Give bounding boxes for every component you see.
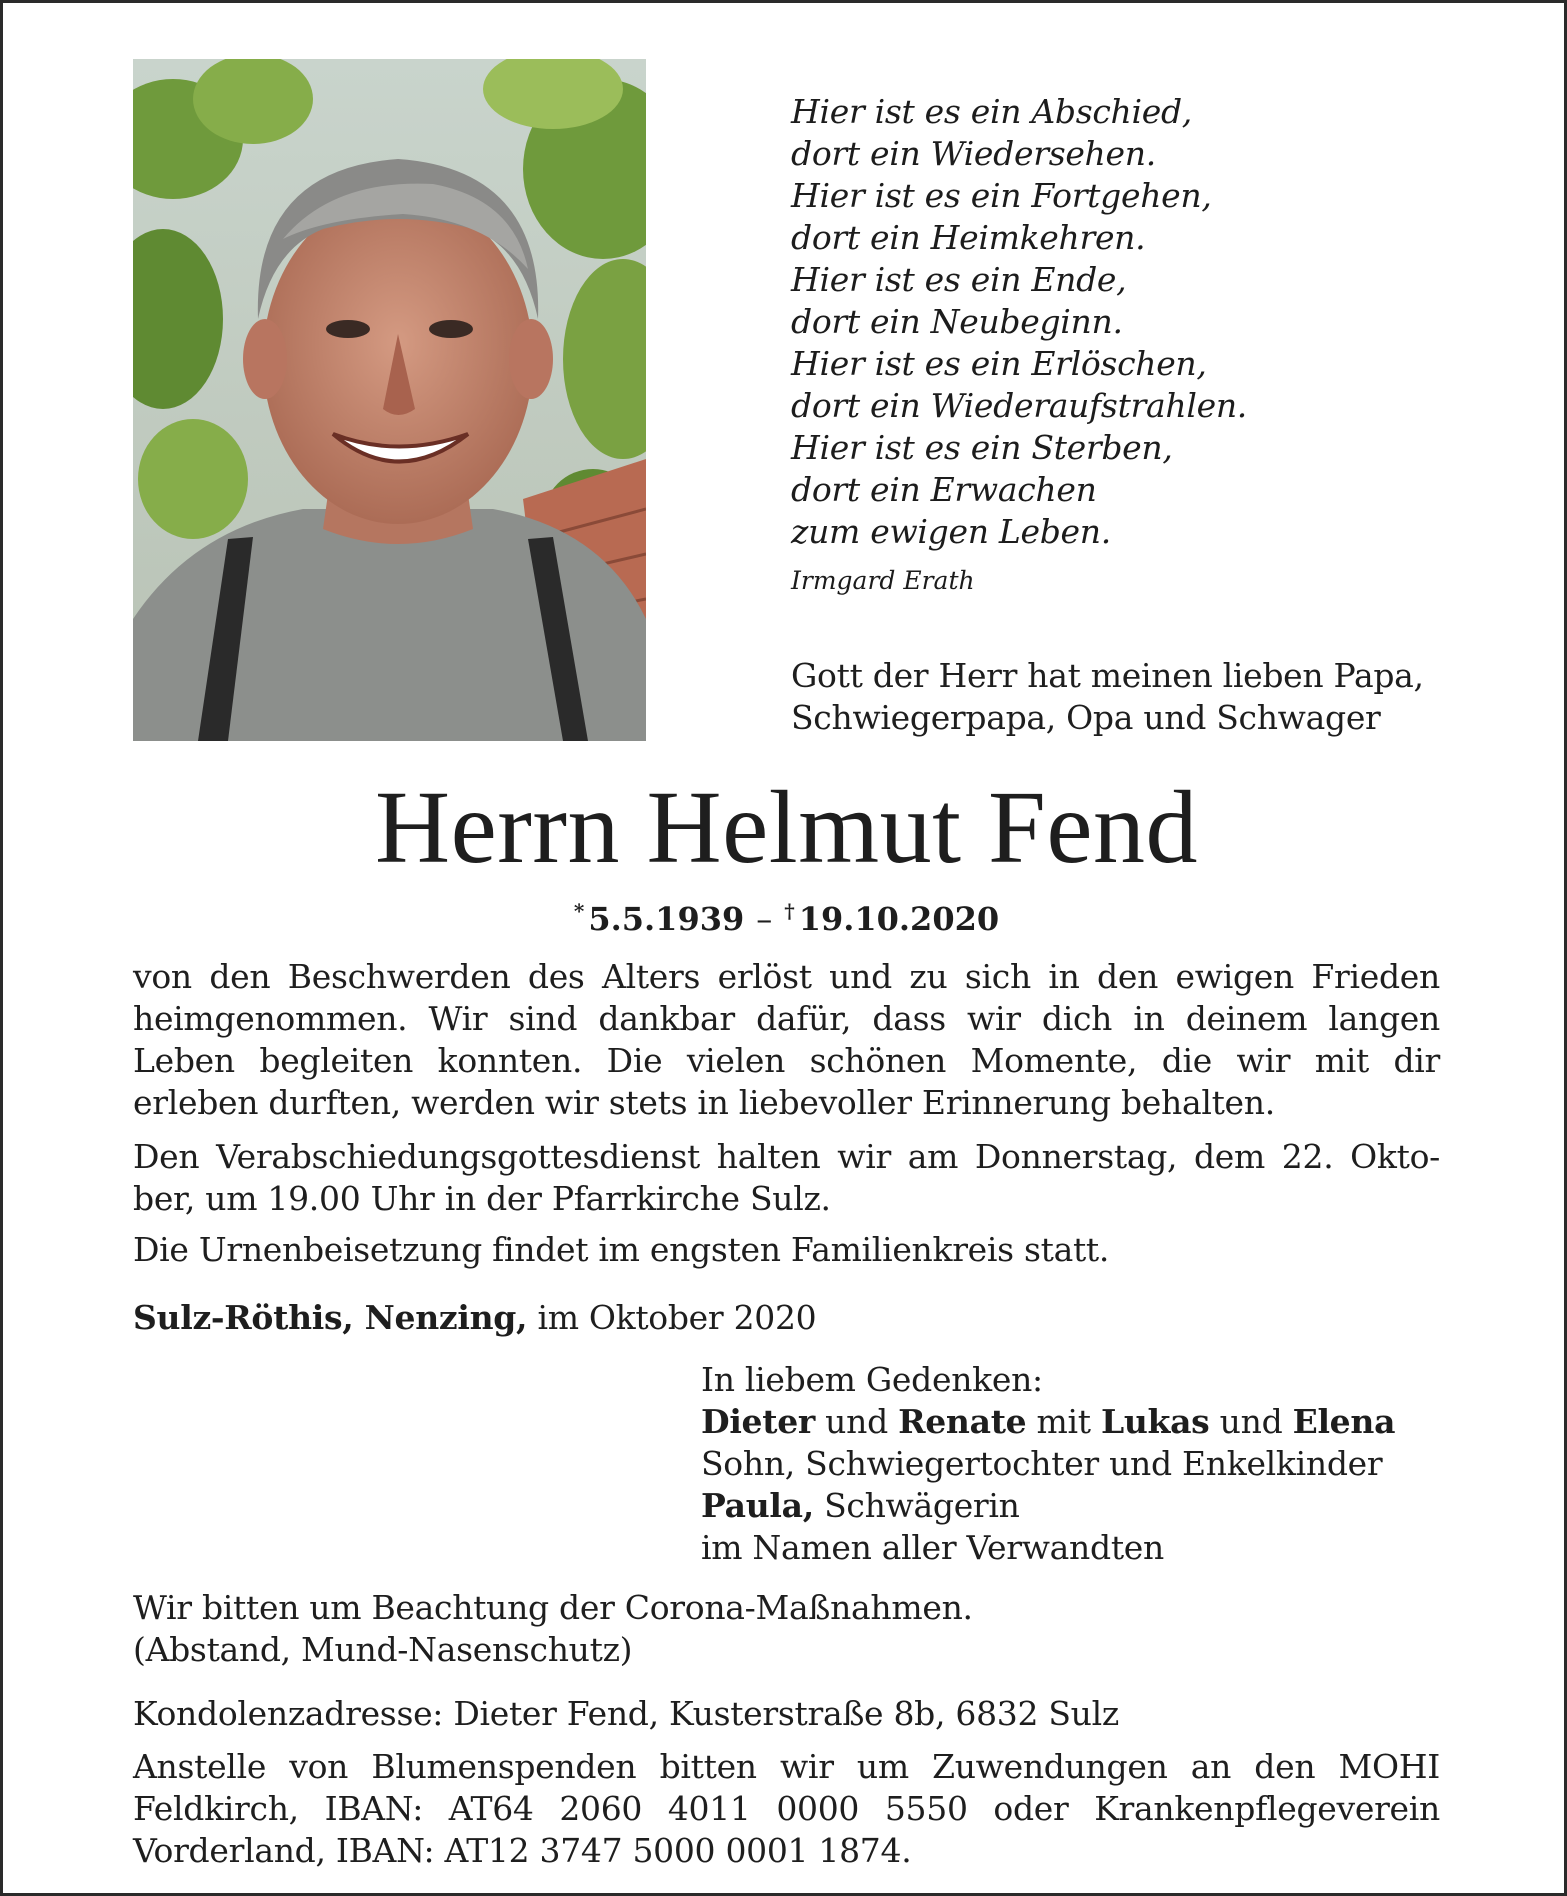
corona-note xyxy=(133,1587,1440,1671)
condolence-address xyxy=(133,1693,1440,1735)
mourner-names-line xyxy=(701,1401,1461,1443)
mourner-name: Dieter xyxy=(701,1402,815,1441)
paragraph-line: erleben durften, werden wir stets in liebevoller Erinnerung behalten. xyxy=(133,1083,1275,1122)
connector-text: mit xyxy=(1026,1402,1101,1441)
portrait-photo xyxy=(133,59,646,741)
poem-line: dort ein Erwachen xyxy=(791,470,1097,509)
place-date-text: im Oktober 2020 xyxy=(527,1298,817,1337)
place-names: Sulz-Röthis, Nenzing, xyxy=(133,1298,528,1337)
mourners-block xyxy=(701,1359,1461,1569)
relation-text: Schwägerin xyxy=(813,1486,1020,1525)
birth-symbol: * xyxy=(573,899,585,923)
connector-text: und xyxy=(814,1402,899,1441)
paragraph-line: Die Urnenbeisetzung findet im engsten Familienkreis statt. xyxy=(133,1230,1110,1269)
obituary-paragraph xyxy=(133,956,1440,1124)
poem-line: dort ein Wiedersehen. xyxy=(791,134,1156,173)
poem-line: dort ein Neubeginn. xyxy=(791,302,1123,341)
paragraph-line: (Abstand, Mund-Nasenschutz) xyxy=(133,1630,633,1669)
poem-line: dort ein Heimkehren. xyxy=(791,218,1146,257)
burial-paragraph xyxy=(133,1229,1440,1271)
paragraph-line: Anstelle von Blumenspenden bitten wir um Zuwendungen an den MOHI xyxy=(133,1747,1440,1786)
date-separator: – xyxy=(756,900,773,938)
place-date-line xyxy=(133,1297,1440,1339)
relation-line: Sohn, Schwiegertochter und Enkelkinder xyxy=(701,1444,1383,1483)
intro-line: Gott der Herr hat meinen lieben Papa, xyxy=(791,656,1424,695)
mourner-name: Paula, xyxy=(701,1486,814,1525)
service-paragraph xyxy=(133,1136,1440,1220)
poem-author: Irmgard Erath xyxy=(791,566,975,595)
paragraph-line: Wir bitten um Beachtung der Corona-Maßnahmen. xyxy=(133,1588,973,1627)
mourner-line-paula xyxy=(701,1485,1461,1527)
paragraph-line: Kondolenzadresse: Dieter Fend, Kusterstraße 8b, 6832 Sulz xyxy=(133,1694,1119,1733)
poem xyxy=(791,91,1511,553)
poem-line: Hier ist es ein Fortgehen, xyxy=(791,176,1212,215)
mourner-name: Lukas xyxy=(1100,1402,1210,1441)
mourner-name: Renate xyxy=(898,1402,1027,1441)
intro-text xyxy=(791,655,1511,739)
death-symbol: † xyxy=(784,899,795,923)
birth-date: 5.5.1939 xyxy=(588,900,745,938)
poem-line: Hier ist es ein Abschied, xyxy=(791,92,1192,131)
poem-line: Hier ist es ein Ende, xyxy=(791,260,1127,299)
paragraph-line: Leben begleiten konnten. Die vielen schönen Momente, die wir mit dir xyxy=(133,1041,1440,1080)
connector-text: und xyxy=(1209,1402,1293,1441)
life-dates xyxy=(3,891,1567,939)
poem-line: Hier ist es ein Erlöschen, xyxy=(791,344,1207,383)
paragraph-line: Vorderland, IBAN: AT12 3747 5000 0001 1874. xyxy=(133,1831,912,1870)
paragraph-line: von den Beschwerden des Alters erlöst und zu sich in den ewigen Frieden xyxy=(133,957,1440,996)
deceased-name: Herrn Helmut Fend xyxy=(375,770,1198,885)
mourner-name: Elena xyxy=(1292,1402,1396,1441)
closing-heading: In liebem Gedenken: xyxy=(701,1360,1043,1399)
intro-line: Schwiegerpapa, Opa und Schwager xyxy=(791,698,1381,737)
poem-line: Hier ist es ein Sterben, xyxy=(791,428,1173,467)
place-date xyxy=(133,1297,1440,1339)
poem-line: dort ein Wiederaufstrahlen. xyxy=(791,386,1247,425)
paragraph-line: heimgenommen. Wir sind dankbar dafür, dass wir dich in deinem langen xyxy=(133,999,1440,1038)
death-date: 19.10.2020 xyxy=(798,900,1000,938)
poem-line: zum ewigen Leben. xyxy=(791,512,1111,551)
donation-note xyxy=(133,1746,1440,1872)
paragraph-line: Den Verabschiedungsgottesdienst halten wir am Donnerstag, dem 22. Okto- xyxy=(133,1137,1440,1176)
paragraph-line: ber, um 19.00 Uhr in der Pfarrkirche Sulz. xyxy=(133,1179,831,1218)
paragraph-line: Feldkirch, IBAN: AT64 2060 4011 0000 5550 oder Krankenpflegeverein xyxy=(133,1789,1440,1828)
closing-footer: im Namen aller Verwandten xyxy=(701,1528,1164,1567)
